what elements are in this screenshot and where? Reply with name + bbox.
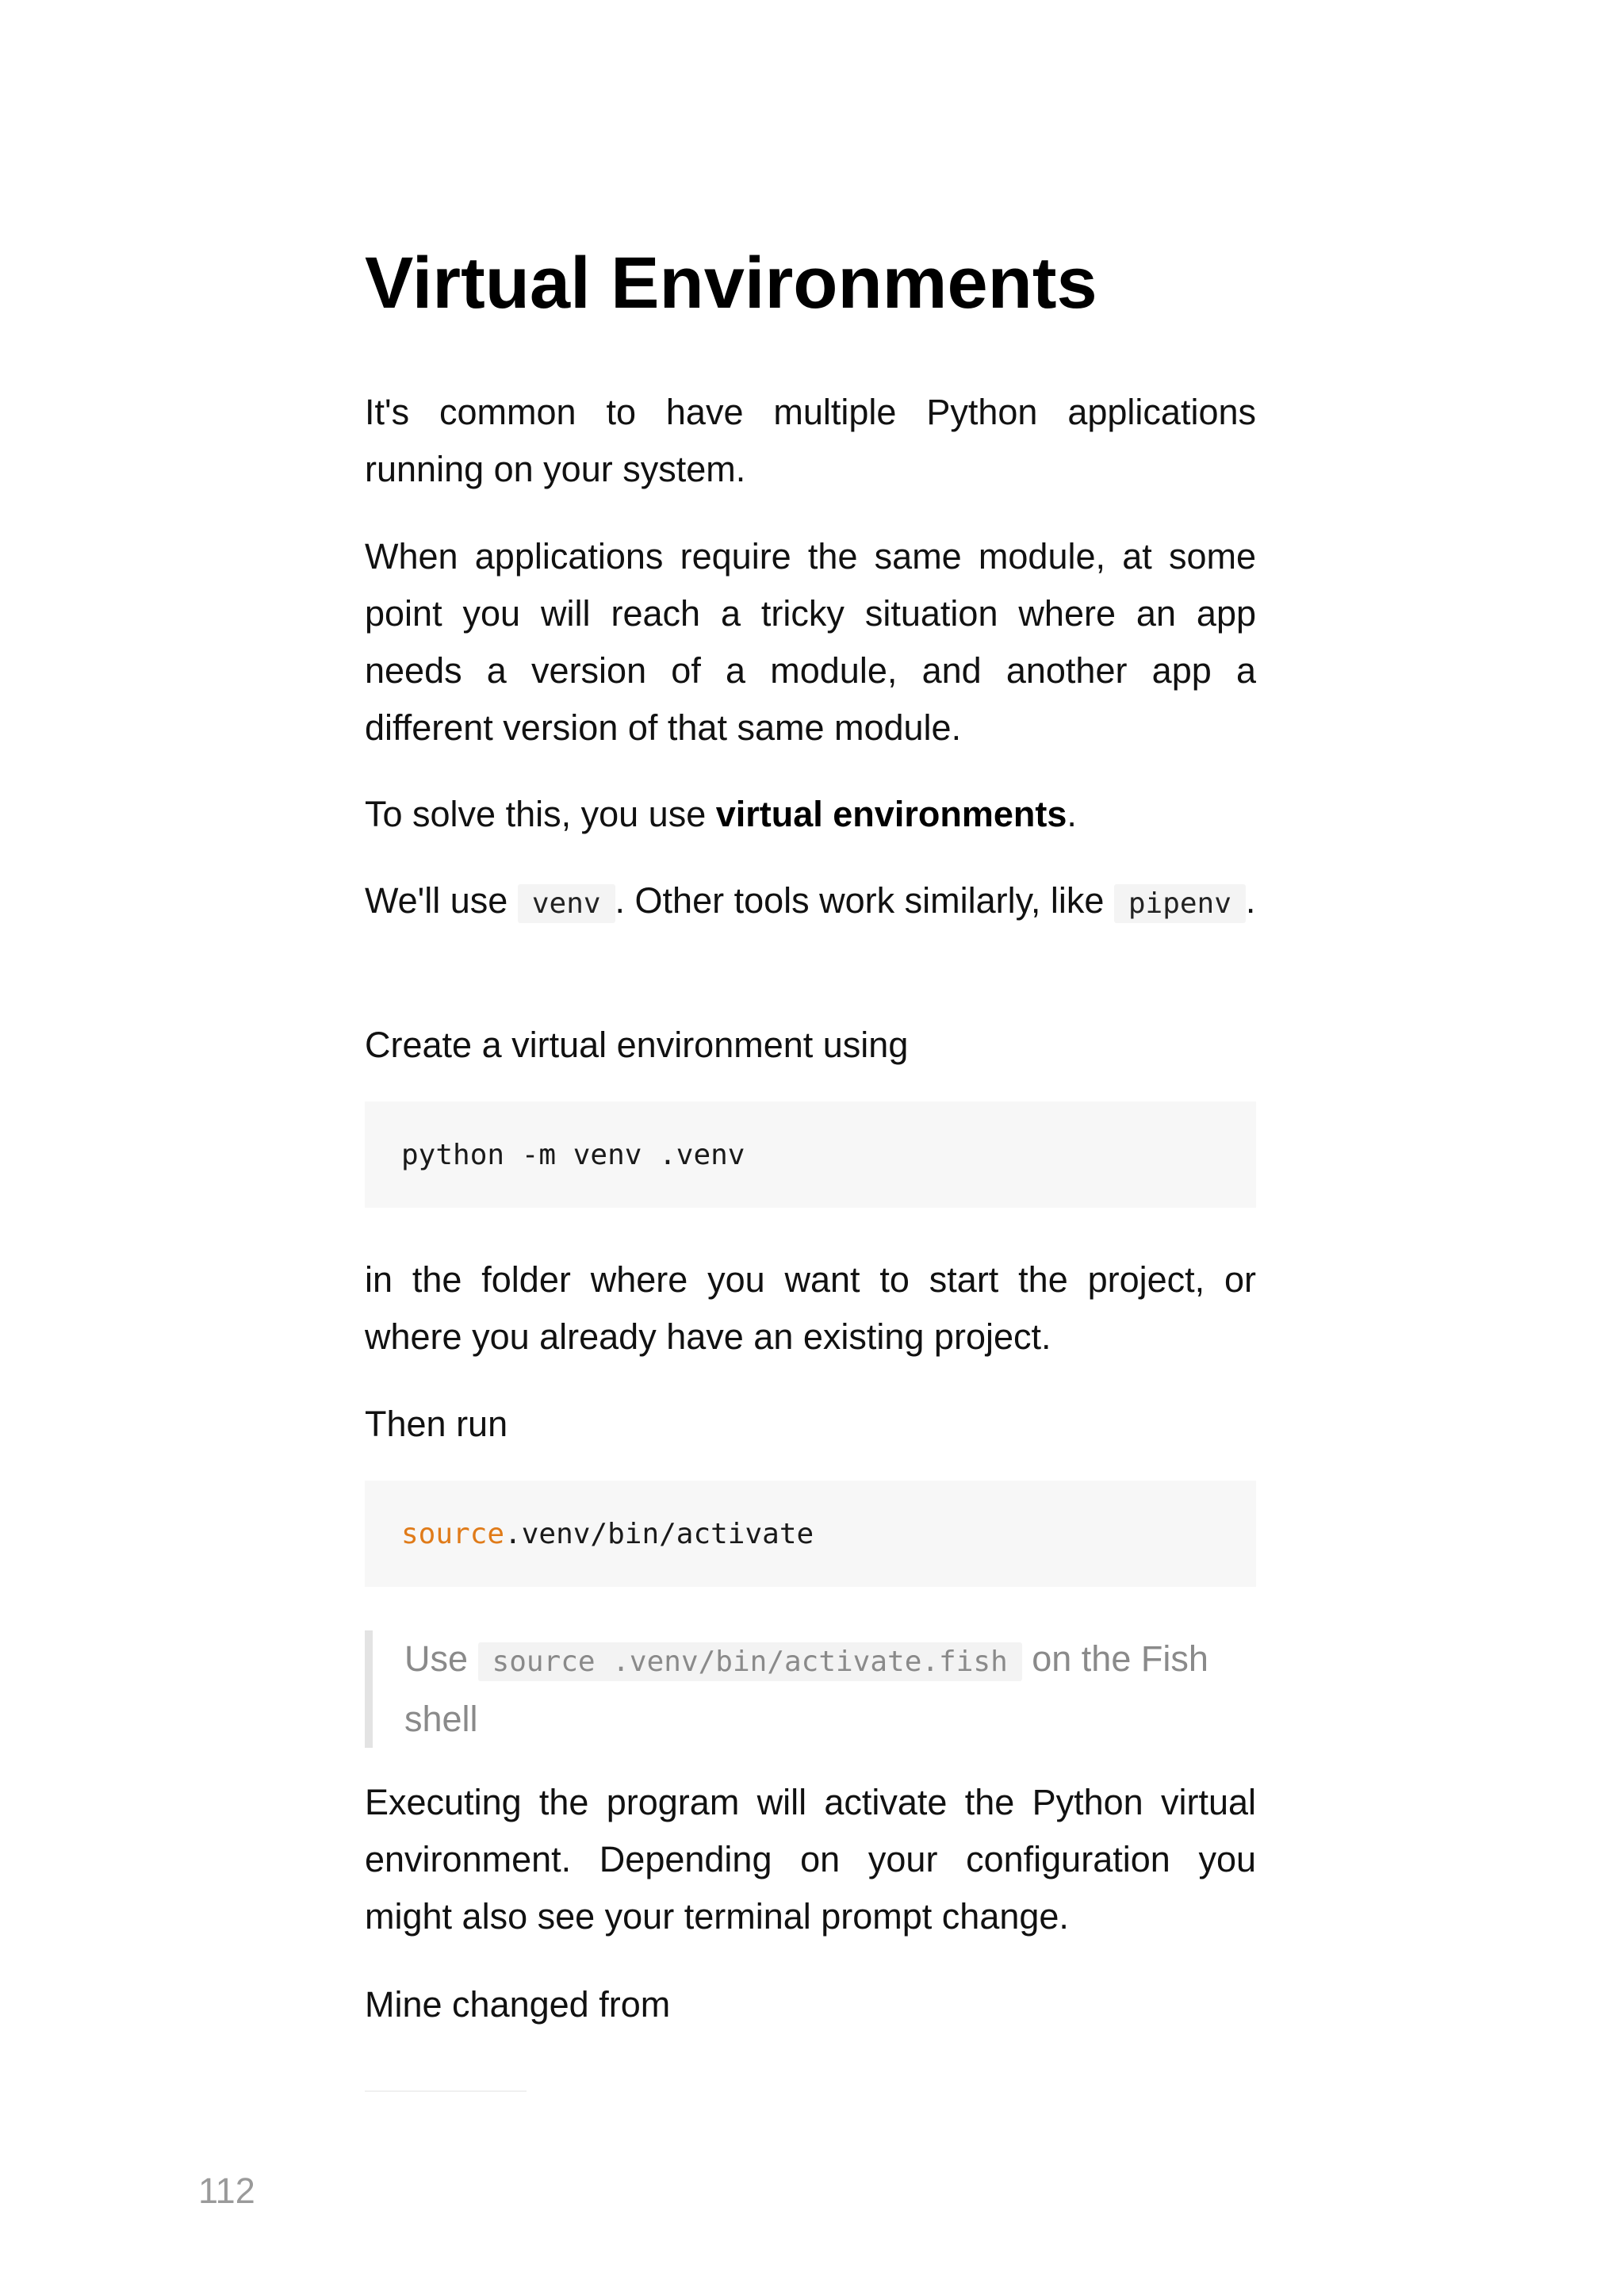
code-activate-path: .venv/bin/activate xyxy=(504,1517,814,1550)
inline-code-activate-fish: source .venv/bin/activate.fish xyxy=(478,1642,1022,1681)
blockquote-prefix: Use xyxy=(404,1638,478,1679)
paragraph-problem: When applications require the same module, at some point you will reach a tricky situation where an app needs a version of a module, and another app a different version of that same module. xyxy=(365,536,1256,748)
code-create-venv-command: python -m venv .venv xyxy=(401,1138,745,1171)
code-block-activate xyxy=(365,1481,1256,1587)
code-keyword-source: source xyxy=(401,1517,505,1550)
paragraph-folder: in the folder where you want to start the project, or where you already have an existing project. xyxy=(365,1259,1256,1357)
footer-divider xyxy=(365,2090,527,2092)
blockquote-fish-shell xyxy=(365,1630,1256,1748)
paragraph-solution-prefix: To solve this, you use xyxy=(365,794,716,834)
paragraph-tools-suffix: . xyxy=(1245,880,1256,921)
blockquote-suffix: on the Fish shell xyxy=(404,1638,1208,1739)
inline-code-venv: venv xyxy=(518,884,615,923)
page-number: 112 xyxy=(198,2170,255,2211)
paragraph-solution xyxy=(365,786,1256,843)
paragraph-mine-changed: Mine changed from xyxy=(365,1984,671,2025)
code-block-create-venv xyxy=(365,1102,1256,1208)
paragraph-tools-prefix: We'll use xyxy=(365,880,518,921)
virtual-environments-term: virtual environments xyxy=(715,794,1067,834)
page-title: Virtual Environments xyxy=(365,243,1097,324)
paragraph-tools xyxy=(365,872,1256,933)
paragraph-tools-middle: . Other tools work similarly, like xyxy=(615,880,1114,921)
paragraph-intro: It's common to have multiple Python applications running on your system. xyxy=(365,392,1256,489)
inline-code-pipenv: pipenv xyxy=(1114,884,1246,923)
paragraph-executing: Executing the program will activate the Python virtual environment. Depending on your configuration you might also see your terminal prompt change. xyxy=(365,1782,1256,1937)
paragraph-solution-suffix: . xyxy=(1067,794,1077,834)
paragraph-then-run: Then run xyxy=(365,1404,508,1444)
paragraph-create-intro: Create a virtual environment using xyxy=(365,1025,909,1065)
